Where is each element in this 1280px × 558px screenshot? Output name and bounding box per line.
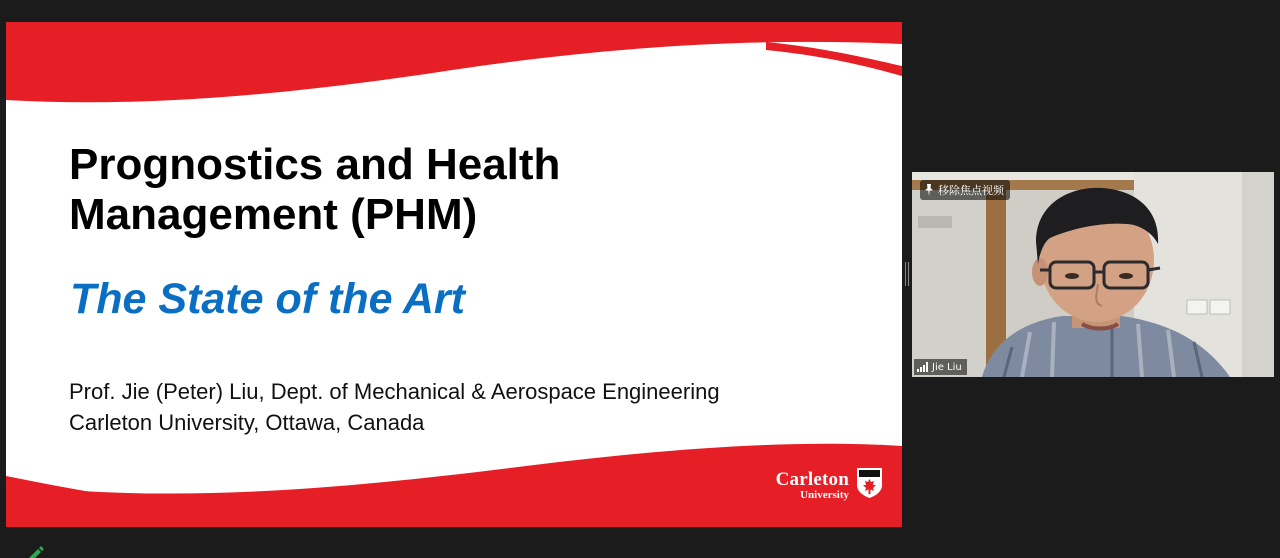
slide-title-line-1: Prognostics and Health (69, 140, 561, 189)
logo-subtitle: University (800, 489, 849, 501)
slide-subtitle: The State of the Art (70, 275, 465, 323)
slide-author-block (69, 376, 720, 438)
pin-icon (924, 184, 934, 196)
slide-author-line-1: Prof. Jie (Peter) Liu, Dept. of Mechanical & Aerospace Engineering (69, 379, 720, 404)
slide-author-line-2: Carleton University, Ottawa, Canada (69, 410, 425, 435)
logo-name: Carleton (775, 469, 849, 490)
shared-screen-slide (6, 22, 902, 527)
maple-leaf-crest-icon (856, 467, 883, 499)
signal-bars-icon (917, 362, 928, 372)
panel-splitter-handle[interactable] (904, 262, 910, 286)
participant-video-feed (912, 172, 1274, 377)
slide-title (69, 140, 789, 240)
participant-name-tag (914, 359, 967, 375)
unpin-video-label: 移除焦点视频 (938, 184, 1004, 197)
pencil-icon (24, 543, 48, 558)
participant-video-tile[interactable] (912, 172, 1274, 377)
unpin-video-button[interactable] (920, 180, 1010, 200)
carleton-logo (758, 466, 883, 506)
annotate-button[interactable] (24, 543, 48, 558)
slide-title-line-2: Management (PHM) (69, 190, 478, 239)
participant-name: Jie Liu (932, 361, 962, 373)
